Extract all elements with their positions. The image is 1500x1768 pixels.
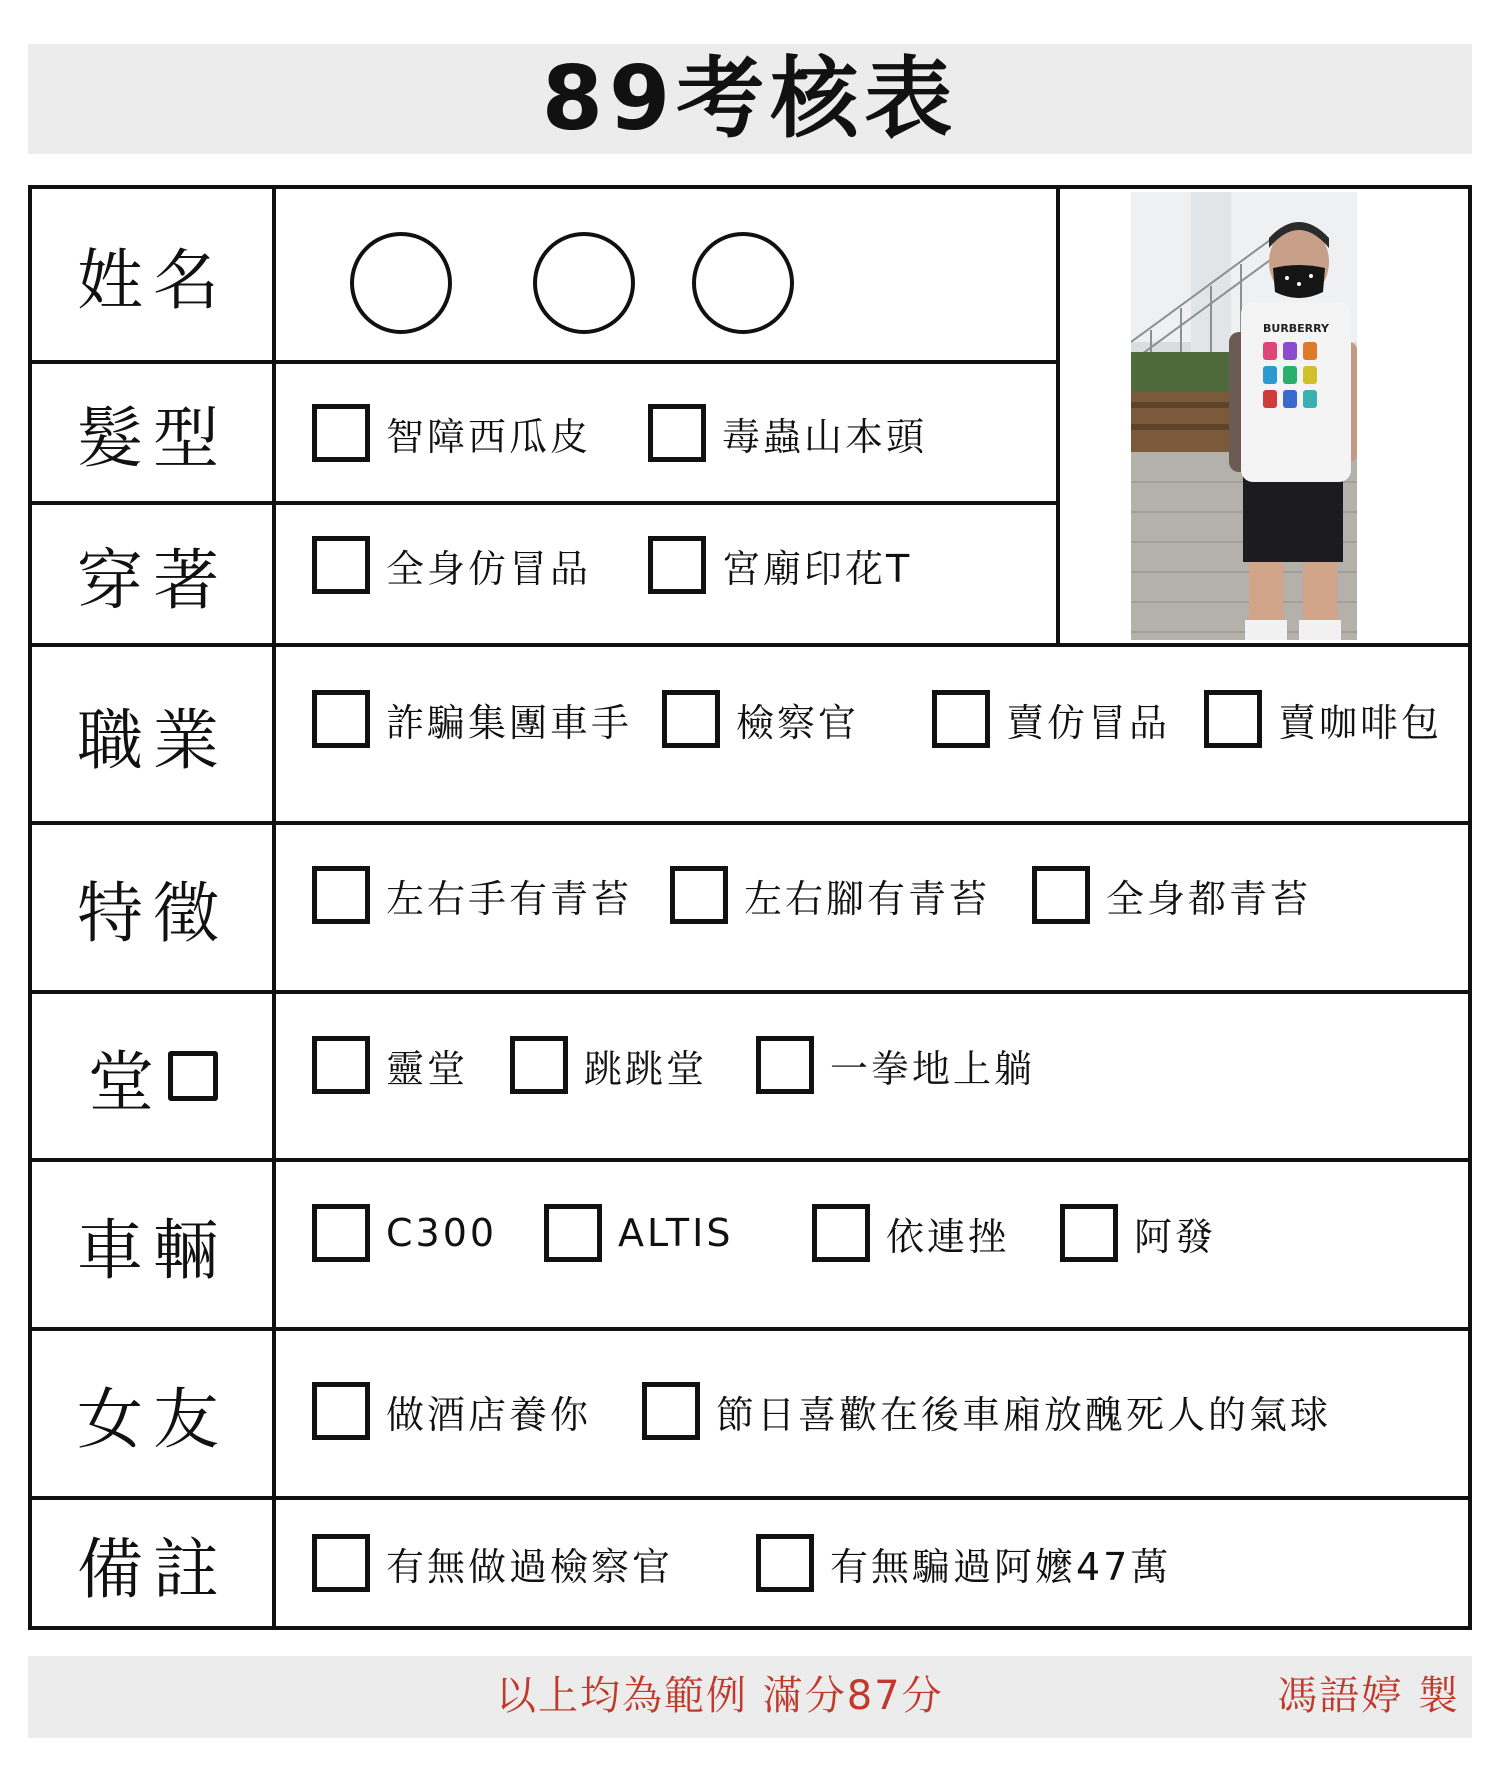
checkbox[interactable] [312, 404, 370, 462]
option-label: 賣仿冒品 [1006, 700, 1171, 745]
name-placeholder-circle[interactable] [533, 232, 635, 334]
checkbox[interactable] [544, 1204, 602, 1262]
option-label: 詐騙集團車手 [386, 700, 633, 745]
checkbox[interactable] [670, 866, 728, 924]
checkbox[interactable] [1032, 866, 1090, 924]
option-label: 有無騙過阿嬤47萬 [830, 1544, 1172, 1589]
page-title: 89考核表 [541, 47, 959, 150]
checkbox[interactable] [756, 1036, 814, 1094]
option-label: 賣咖啡包 [1278, 700, 1443, 745]
profile-photo [1131, 192, 1357, 640]
option-occupation-2[interactable] [662, 690, 859, 748]
option-features-1[interactable] [312, 866, 632, 924]
option-occupation-3[interactable] [932, 690, 1170, 748]
option-label: 阿發 [1134, 1214, 1217, 1259]
option-hairstyle-2[interactable] [648, 404, 927, 462]
option-vehicle-3[interactable] [812, 1204, 1009, 1262]
option-label: 全身都青苔 [1106, 876, 1312, 921]
label-temple-text: 堂 [88, 1043, 164, 1121]
label-girlfriend: 女友 [77, 1381, 229, 1458]
checkbox[interactable] [312, 866, 370, 924]
option-vehicle-2[interactable] [544, 1204, 733, 1262]
checkbox[interactable] [648, 536, 706, 594]
option-hairstyle-1[interactable] [312, 404, 591, 462]
option-label: 全身仿冒品 [386, 546, 592, 591]
option-occupation-4[interactable] [1204, 690, 1442, 748]
checkbox[interactable] [756, 1534, 814, 1592]
checkbox[interactable] [312, 1382, 370, 1440]
checkbox[interactable] [312, 690, 370, 748]
checkbox[interactable] [648, 404, 706, 462]
label-occupation: 職業 [77, 701, 229, 779]
blank-box-icon [168, 1051, 218, 1101]
label-hairstyle: 髮型 [77, 400, 229, 477]
checkbox[interactable] [312, 536, 370, 594]
option-clothing-2[interactable] [648, 536, 912, 594]
checkbox[interactable] [1060, 1204, 1118, 1262]
label-temple [32, 994, 274, 1158]
option-label: 靈堂 [386, 1046, 469, 1091]
checkbox[interactable] [662, 690, 720, 748]
option-temple-1[interactable] [312, 1036, 468, 1094]
checkbox[interactable] [312, 1534, 370, 1592]
option-remarks-2[interactable] [756, 1534, 1171, 1592]
label-vehicle: 車輛 [77, 1212, 229, 1289]
checkbox[interactable] [312, 1204, 370, 1262]
option-remarks-1[interactable] [312, 1534, 673, 1592]
option-girlfriend-2[interactable] [642, 1382, 1331, 1440]
option-label: ALTIS [618, 1211, 734, 1255]
label-name: 姓名 [77, 242, 229, 319]
option-label: 節日喜歡在後車廂放醜死人的氣球 [716, 1392, 1332, 1437]
label-remarks: 備註 [77, 1530, 229, 1608]
checkbox[interactable] [1204, 690, 1262, 748]
checkbox[interactable] [932, 690, 990, 748]
option-features-2[interactable] [670, 866, 990, 924]
name-placeholder-circle[interactable] [350, 232, 452, 334]
label-clothing: 穿著 [77, 541, 229, 619]
option-clothing-1[interactable] [312, 536, 591, 594]
option-temple-2[interactable] [510, 1036, 707, 1094]
option-label: 左右腳有青苔 [744, 876, 991, 921]
shirt-text: BURBERRY [1263, 322, 1329, 335]
footer-note: 以上均為範例 滿分87分 [496, 1673, 944, 1719]
title-bar [28, 44, 1472, 154]
checkbox[interactable] [812, 1204, 870, 1262]
option-label: 左右手有青苔 [386, 876, 633, 921]
photo-divider [1056, 189, 1060, 647]
footer-author: 馮語婷 製 [1277, 1673, 1460, 1719]
checkbox[interactable] [312, 1036, 370, 1094]
option-vehicle-1[interactable] [312, 1204, 497, 1262]
option-occupation-1[interactable] [312, 690, 632, 748]
checkbox[interactable] [642, 1382, 700, 1440]
option-label: 檢察官 [736, 700, 860, 745]
option-label: 毒蟲山本頭 [722, 414, 928, 459]
option-label: 依連挫 [886, 1214, 1010, 1259]
option-vehicle-4[interactable] [1060, 1204, 1216, 1262]
option-girlfriend-1[interactable] [312, 1382, 591, 1440]
name-placeholder-circle[interactable] [692, 232, 794, 334]
option-label: 做酒店養你 [386, 1392, 592, 1437]
option-label: 一拳地上躺 [830, 1046, 1036, 1091]
option-label: 智障西瓜皮 [386, 414, 592, 459]
option-label: 宮廟印花T [722, 546, 913, 591]
label-features: 特徵 [77, 875, 229, 952]
option-label: C300 [386, 1211, 498, 1255]
option-features-3[interactable] [1032, 866, 1311, 924]
option-label: 有無做過檢察官 [386, 1544, 674, 1589]
option-label: 跳跳堂 [584, 1046, 708, 1091]
option-temple-3[interactable] [756, 1036, 1035, 1094]
checkbox[interactable] [510, 1036, 568, 1094]
